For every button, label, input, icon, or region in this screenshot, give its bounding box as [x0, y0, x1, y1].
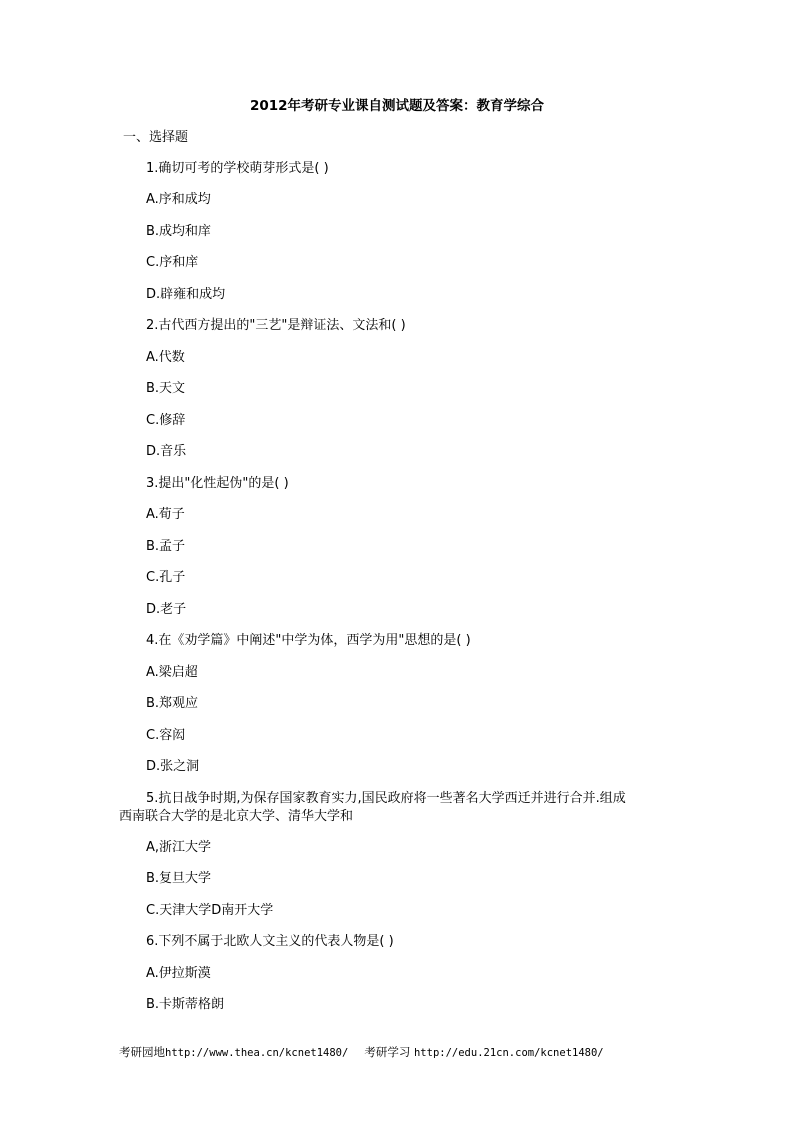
- footer-label-2: 考研学习: [364, 1045, 411, 1059]
- question-1: 1.确切可考的学校萌芽形式是( ): [146, 161, 329, 176]
- option-line: A.荀子: [146, 507, 185, 522]
- question-5-continuation: 西南联合大学的是北京大学、清华大学和: [119, 809, 354, 824]
- option-line: D.辟雍和成均: [146, 287, 226, 302]
- option-line: C.天津大学D南开大学: [146, 903, 274, 918]
- option-line: A,浙江大学: [146, 840, 212, 855]
- option-line: A.序和成均: [146, 192, 211, 207]
- option-line: C.序和庠: [146, 255, 199, 270]
- option-line: A.梁启超: [146, 665, 198, 680]
- question-4: 4.在《劝学篇》中阐述"中学为体，西学为用"思想的是( ): [146, 633, 471, 648]
- question-2: 2.古代西方提出的"三艺"是辩证法、文法和( ): [146, 318, 406, 333]
- footer-link-2[interactable]: http://edu.21cn.com/kcnet1480/: [413, 1047, 604, 1059]
- option-line: D.音乐: [146, 444, 187, 459]
- page-footer: [119, 1044, 604, 1061]
- option-line: A.代数: [146, 350, 185, 365]
- option-line: B.孟子: [146, 539, 186, 554]
- option-line: D.老子: [146, 602, 187, 617]
- option-line: B.郑观应: [146, 696, 199, 711]
- option-line: B.卡斯蒂格朗: [146, 997, 225, 1012]
- option-line: B.成均和庠: [146, 224, 212, 239]
- footer-label-1: 考研园地: [119, 1045, 165, 1059]
- option-line: D.张之洞: [146, 759, 200, 774]
- option-line: B.复旦大学: [146, 871, 212, 886]
- footer-link-1[interactable]: http://www.thea.cn/kcnet1480/: [165, 1047, 349, 1059]
- option-line: A.伊拉斯漠: [146, 966, 211, 981]
- option-line: C.孔子: [146, 570, 186, 585]
- question-3: 3.提出"化性起伪"的是( ): [146, 476, 289, 491]
- question-6: 6.下列不属于北欧人文主义的代表人物是( ): [146, 934, 394, 949]
- question-5: 5.抗日战争时期,为保存国家教育实力,国民政府将一些著名大学西迁并进行合并.组成: [146, 791, 626, 806]
- section-heading: 一、选择题: [123, 130, 189, 145]
- page-title: 2012年考研专业课自测试题及答案：教育学综合: [249, 98, 545, 114]
- option-line: B.天文: [146, 381, 186, 396]
- option-line: C.修辞: [146, 413, 186, 428]
- option-line: C.容闳: [146, 728, 186, 743]
